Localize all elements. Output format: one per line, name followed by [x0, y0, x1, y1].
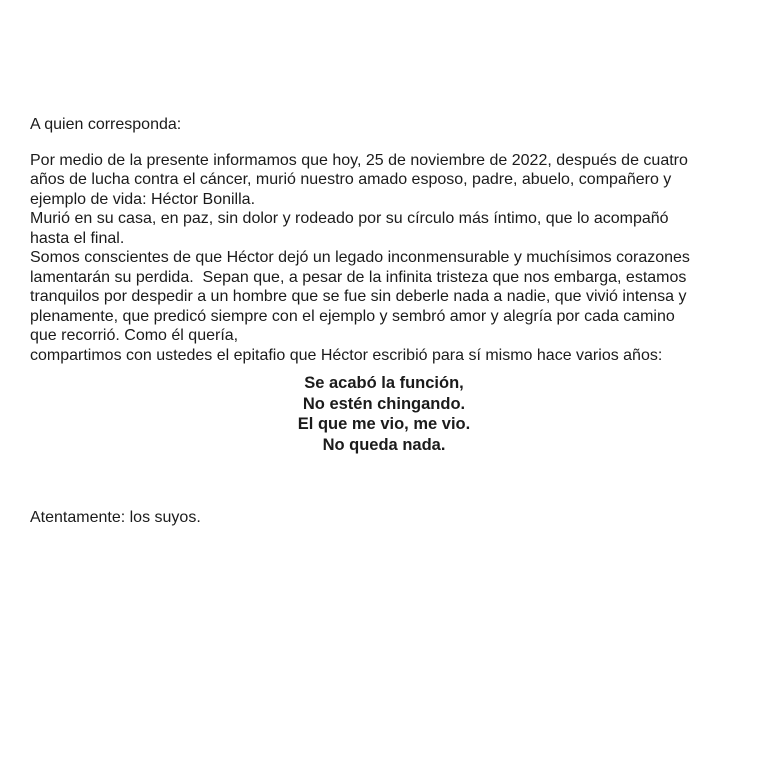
- letter-epitaph: [30, 373, 738, 455]
- body-line: que recorrió. Como él quería,: [30, 327, 239, 344]
- letter-body: [30, 151, 738, 366]
- body-line: ejemplo de vida: Héctor Bonilla.: [30, 190, 256, 208]
- body-line: lamentarán su perdida. Sepan que, a pesar de la infinita tristeza que nos embarga, estamos: [30, 268, 687, 286]
- letter-greeting: A quien corresponda:: [30, 116, 182, 133]
- body-line: tranquilos por despedir a un hombre que se fue sin deberle nada a nadie, que vivió intensa y: [30, 288, 687, 305]
- body-line: plenamente, que predicó siempre con el ejemplo y sembró amor y alegría por cada camino: [30, 307, 675, 325]
- epitaph-line: No estén chingando.: [302, 394, 466, 413]
- epitaph-line: Se acabó la función,: [304, 374, 464, 392]
- letter-content: [30, 115, 738, 528]
- body-line: hasta el final.: [30, 229, 125, 247]
- body-line: Por medio de la presente informamos que hoy, 25 de noviembre de 2022, después de cuatro: [30, 151, 688, 169]
- body-line: años de lucha contra el cáncer, murió nuestro amado esposo, padre, abuelo, compañero y: [30, 171, 672, 188]
- epitaph-line: No queda nada.: [322, 435, 446, 454]
- epitaph-line: El que me vio, me vio.: [297, 415, 471, 433]
- body-line: Murió en su casa, en paz, sin dolor y rodeado por su círculo más íntimo, que lo acompañó: [30, 210, 669, 227]
- body-line: compartimos con ustedes el epitafio que Héctor escribió para sí mismo hace varios años:: [30, 346, 663, 364]
- body-line: Somos conscientes de que Héctor dejó un legado inconmensurable y muchísimos corazones: [30, 249, 690, 266]
- letter-closing: Atentamente: los suyos.: [30, 509, 201, 526]
